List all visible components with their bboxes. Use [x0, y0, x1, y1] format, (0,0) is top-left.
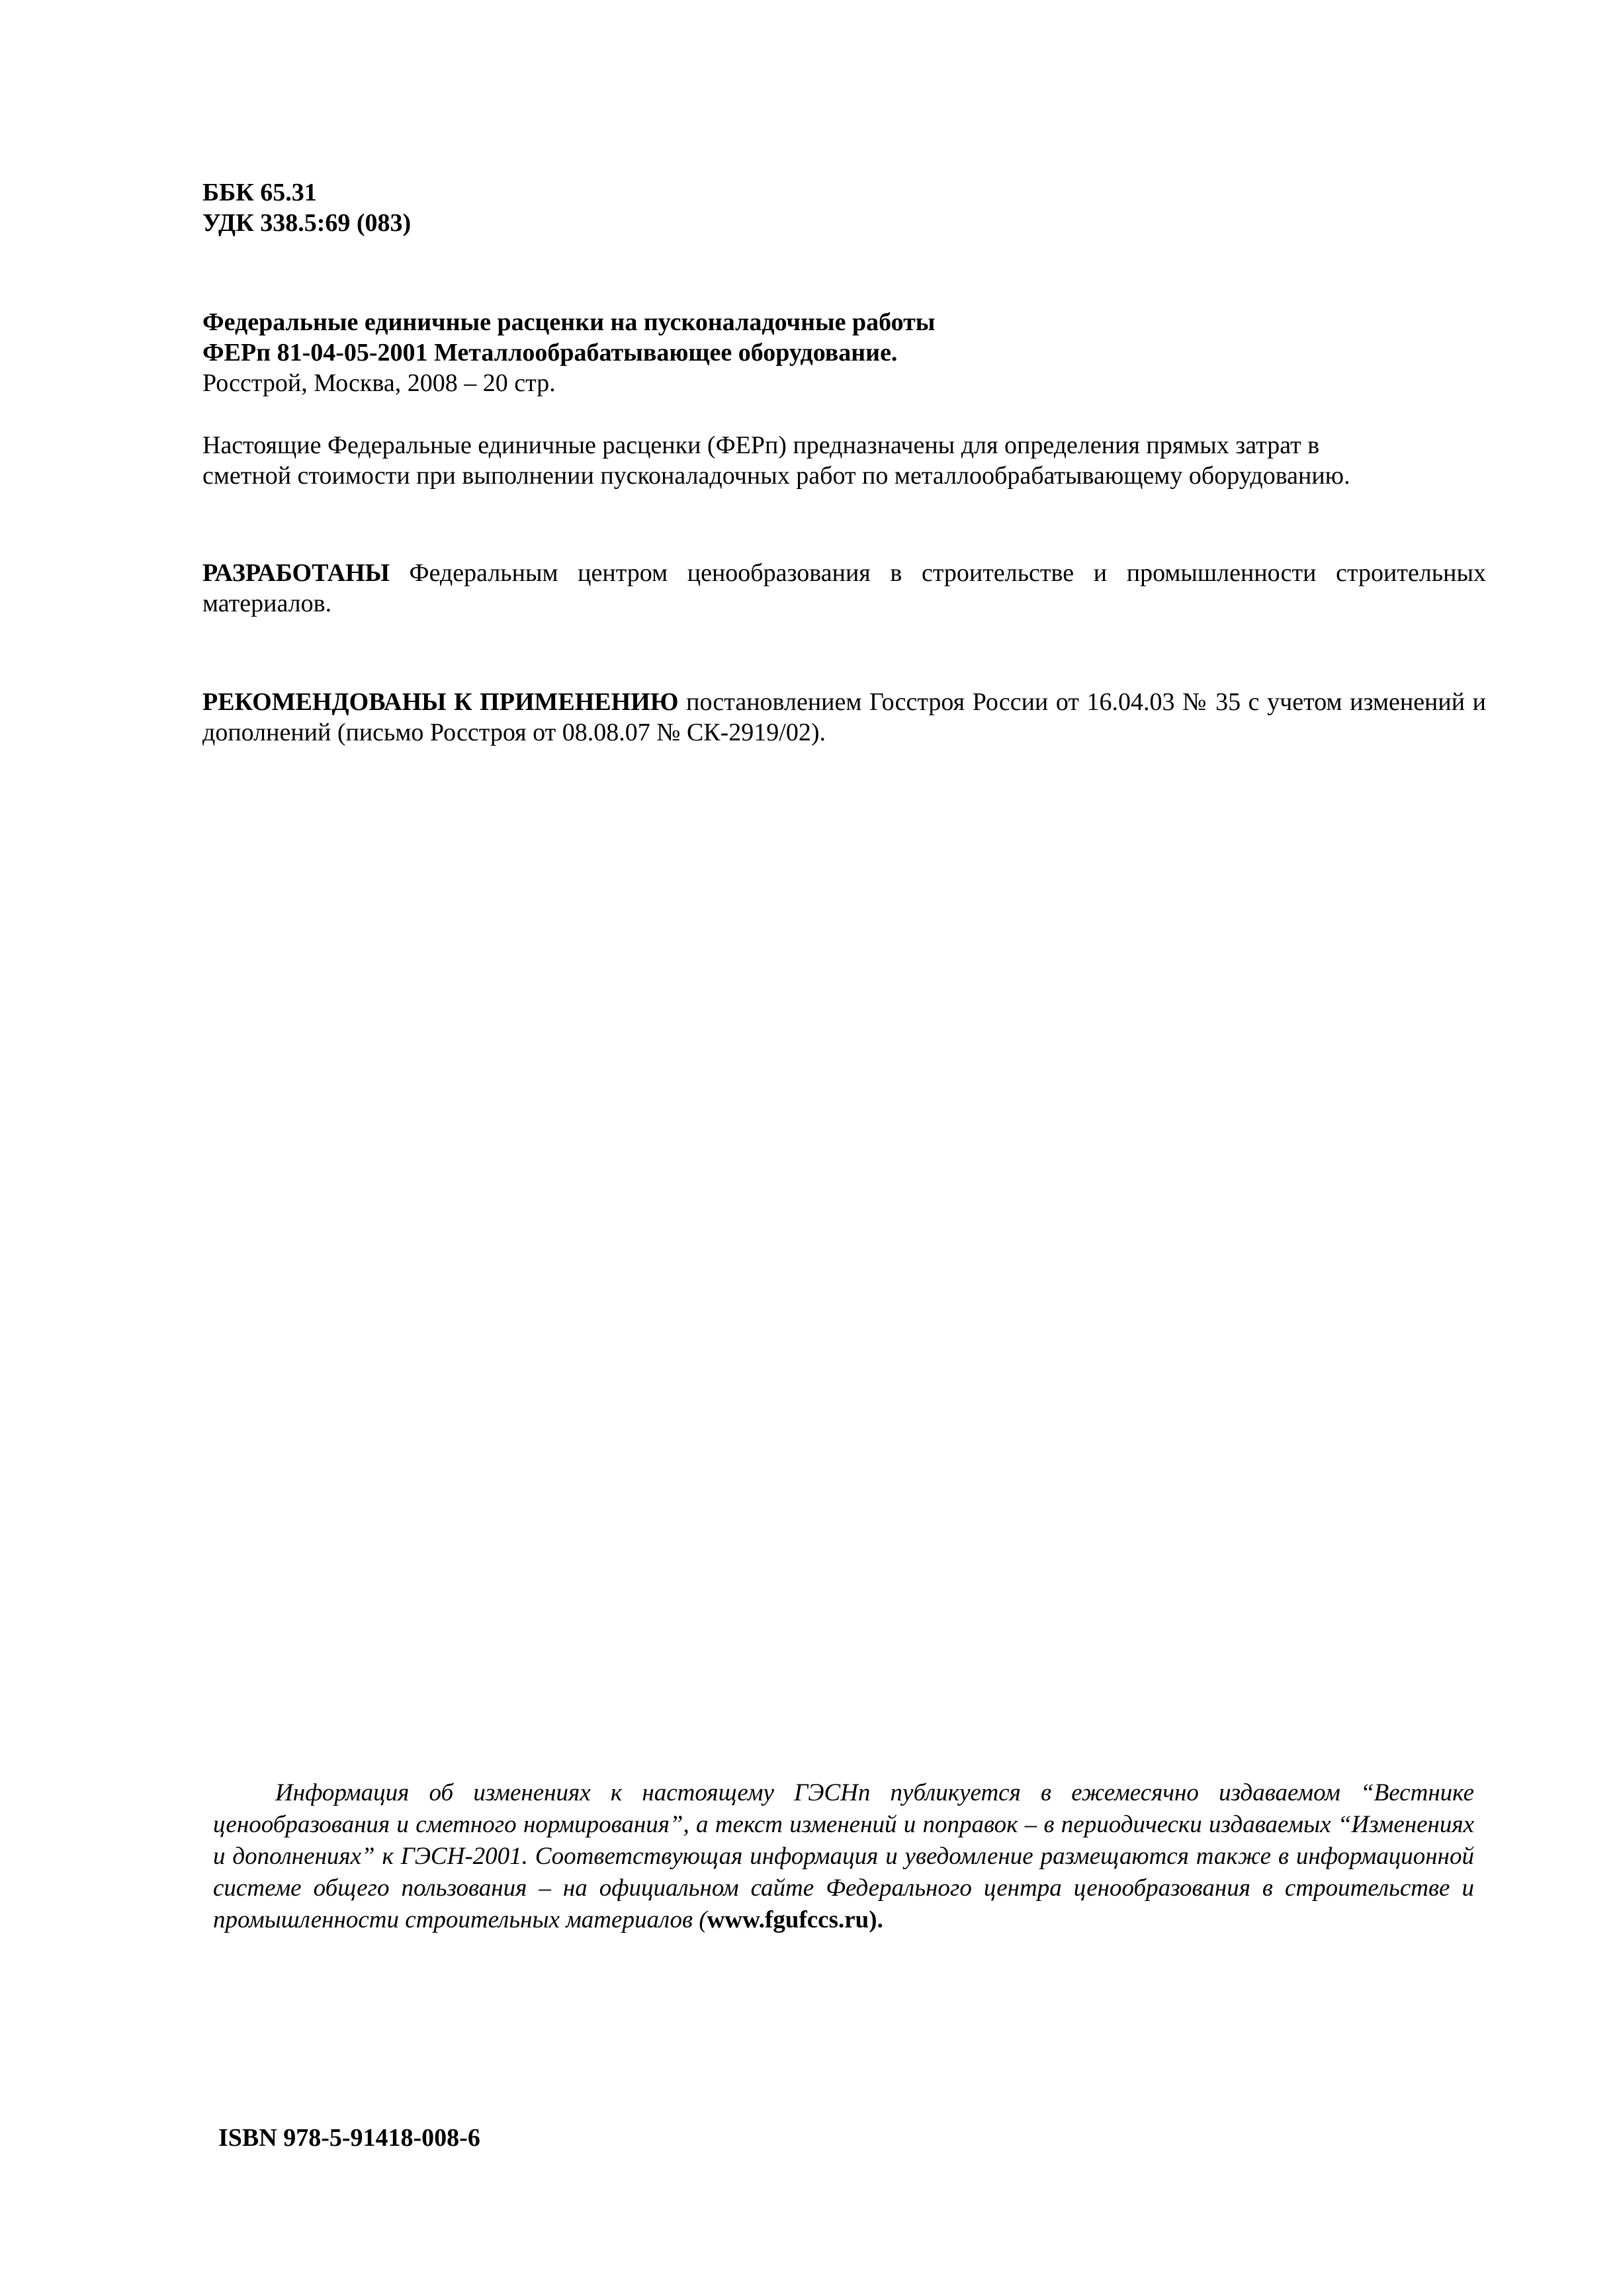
- isbn: ISBN 978-5-91418-008-6: [218, 2124, 480, 2152]
- developed-body: Федеральным центром ценообразования в строительстве и промышленности строительных материалов.: [202, 559, 1486, 617]
- bbk-code: ББК 65.31: [202, 179, 317, 206]
- website-link[interactable]: www.fgufccs.ru: [707, 1906, 869, 1933]
- purpose-line-2: сметной стоимости при выполнении пусконаладочных работ по металлообрабатывающему оборудованию.: [202, 462, 1350, 490]
- developed-paragraph: [202, 558, 1486, 619]
- recommended-text: [202, 687, 1486, 748]
- classification-block: [202, 177, 411, 238]
- info-note: [213, 1777, 1474, 1936]
- recommended-label: РЕКОМЕНДОВАНЫ К ПРИМЕНЕНИЮ: [202, 688, 679, 716]
- document-code-title: ФЕРп 81-04-05-2001 Металлообрабатывающее оборудование.: [202, 339, 898, 367]
- recommended-paragraph: [202, 687, 1486, 748]
- info-note-closing: ).: [869, 1906, 883, 1933]
- purpose-line-1: Настоящие Федеральные единичные расценки (ФЕРп) предназначены для определения прямых затрат в: [202, 431, 1320, 459]
- publisher-line: Росстрой, Москва, 2008 – 20 стр.: [202, 369, 556, 397]
- developed-text: [202, 558, 1486, 619]
- isbn-block: [218, 2123, 480, 2153]
- info-note-text: [213, 1777, 1474, 1936]
- purpose-paragraph: [202, 430, 1350, 491]
- udk-code: УДК 338.5:69 (083): [202, 209, 412, 237]
- title-block: [202, 307, 935, 398]
- info-note-body: Информация об изменениях к настоящему ГЭСНп публикуется в ежемесячно издаваемом “Вестнике ценообразования и сметного нормирования”, а текст изменений и поправок – в периодически издаваемых “Изменениях и дополнениях” к ГЭСН-2001. Соответствующая информация и уведомление размещаются также в информационной системе общего пользования – на официальном сайте Федерального центра ценообразования в строительстве и промышленности строительных материалов (: [213, 1779, 1474, 1933]
- recommended-body: постановлением Госстроя России от 16.04.03 № 35 с учетом изменений и дополнений (письмо Росстроя от 08.08.07 № СК-2919/02).: [202, 688, 1486, 746]
- document-title: Федеральные единичные расценки на пусконаладочные работы: [202, 308, 936, 336]
- developed-label: РАЗРАБОТАНЫ: [202, 559, 390, 587]
